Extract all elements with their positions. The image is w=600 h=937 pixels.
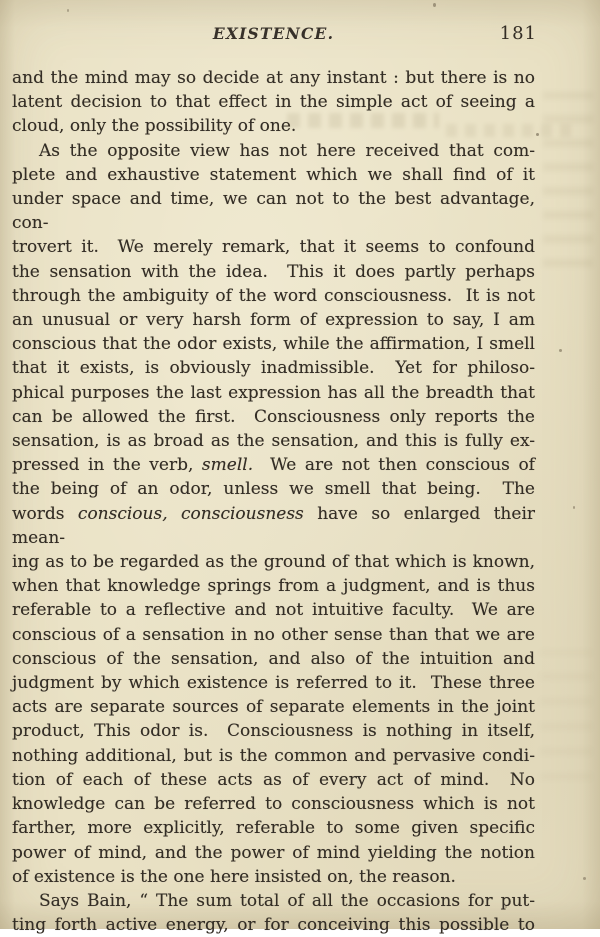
text-line: ing as to be regarded as the ground of that which is known, xyxy=(12,552,535,573)
text-line: referable to a reflective and not intuitive faculty. We are xyxy=(12,600,535,621)
text-line: of existence is the one here insisted on, the reason. xyxy=(12,866,456,887)
text-line: Says Bain, “ The sum total of all the occasions for put- xyxy=(39,890,535,911)
text-line: ting forth active energy, or for conceiving this possible to xyxy=(12,915,535,936)
text-line: the sensation with the idea. This it does partly perhaps xyxy=(12,261,535,282)
page-header xyxy=(12,24,535,48)
text-line: judgment by which existence is referred to it. These three xyxy=(12,673,535,694)
page-number: 181 xyxy=(499,23,537,44)
text-line: the being of an odor, unless we smell that being. The xyxy=(12,479,535,500)
text-line: words conscious, consciousness have so enlarged their mean- xyxy=(12,503,536,548)
text-line: tion of each of these acts as of every act of mind. No xyxy=(12,769,535,790)
paragraph xyxy=(12,66,535,139)
paper-speck xyxy=(583,877,586,880)
text-line: plete and exhaustive statement which we shall find of it xyxy=(12,164,535,185)
bleed-through-ghost xyxy=(543,92,593,267)
text-line: As the opposite view has not here received that com- xyxy=(39,140,535,161)
text-line: an unusual or very harsh form of expression to say, I am xyxy=(12,310,535,331)
paper-speck xyxy=(559,349,562,352)
text-line: conscious of a sensation in no other sense than that we are xyxy=(12,624,535,645)
bleed-through-ghost xyxy=(540,650,592,780)
text-line: sensation, is as broad as the sensation, and this is fully ex- xyxy=(12,431,535,452)
text-line: trovert it. We merely remark, that it seems to confound xyxy=(12,237,535,258)
text-line: cloud, only the possibility of one. xyxy=(12,116,297,137)
paper-speck xyxy=(433,3,436,7)
text-line: pressed in the verb, smell. We are not then conscious of xyxy=(12,455,535,476)
text-line: knowledge can be referred to consciousness which is not xyxy=(12,794,535,815)
text-line: power of mind, and the power of mind yielding the notion xyxy=(12,842,535,863)
paragraph xyxy=(12,889,535,937)
text-line: nothing additional, but is the common and pervasive condi- xyxy=(12,745,535,766)
paper-speck xyxy=(536,133,539,136)
text-line: conscious of the sensation, and also of the intuition and xyxy=(12,648,535,669)
text-line: product, This odor is. Consciousness is nothing in itself, xyxy=(12,721,535,742)
text-line: that it exists, is obviously inadmissible. Yet for philoso- xyxy=(12,358,535,379)
paper-speck xyxy=(67,9,69,12)
paragraph xyxy=(12,139,535,889)
running-head: EXISTENCE. xyxy=(212,24,335,43)
body-text xyxy=(12,66,535,937)
paper-speck xyxy=(573,506,575,509)
text-line: farther, more explicitly, referable to some given specific xyxy=(12,818,535,839)
text-line: through the ambiguity of the word consciousness. It is not xyxy=(12,285,535,306)
text-line: when that knowledge springs from a judgment, and is thus xyxy=(12,576,535,597)
text-line: can be allowed the first. Consciousness only reports the xyxy=(12,406,535,427)
text-line: latent decision to that effect in the simple act of seeing a xyxy=(12,92,535,113)
text-line: under space and time, we can not to the best advantage, con- xyxy=(12,189,535,234)
text-line: acts are separate sources of separate elements in the joint xyxy=(12,697,535,718)
text-line: conscious that the odor exists, while the affirmation, I smell xyxy=(12,334,535,355)
text-line: and the mind may so decide at any instant : but there is no xyxy=(12,68,535,88)
text-line: phical purposes the last expression has all the breadth that xyxy=(12,382,535,403)
